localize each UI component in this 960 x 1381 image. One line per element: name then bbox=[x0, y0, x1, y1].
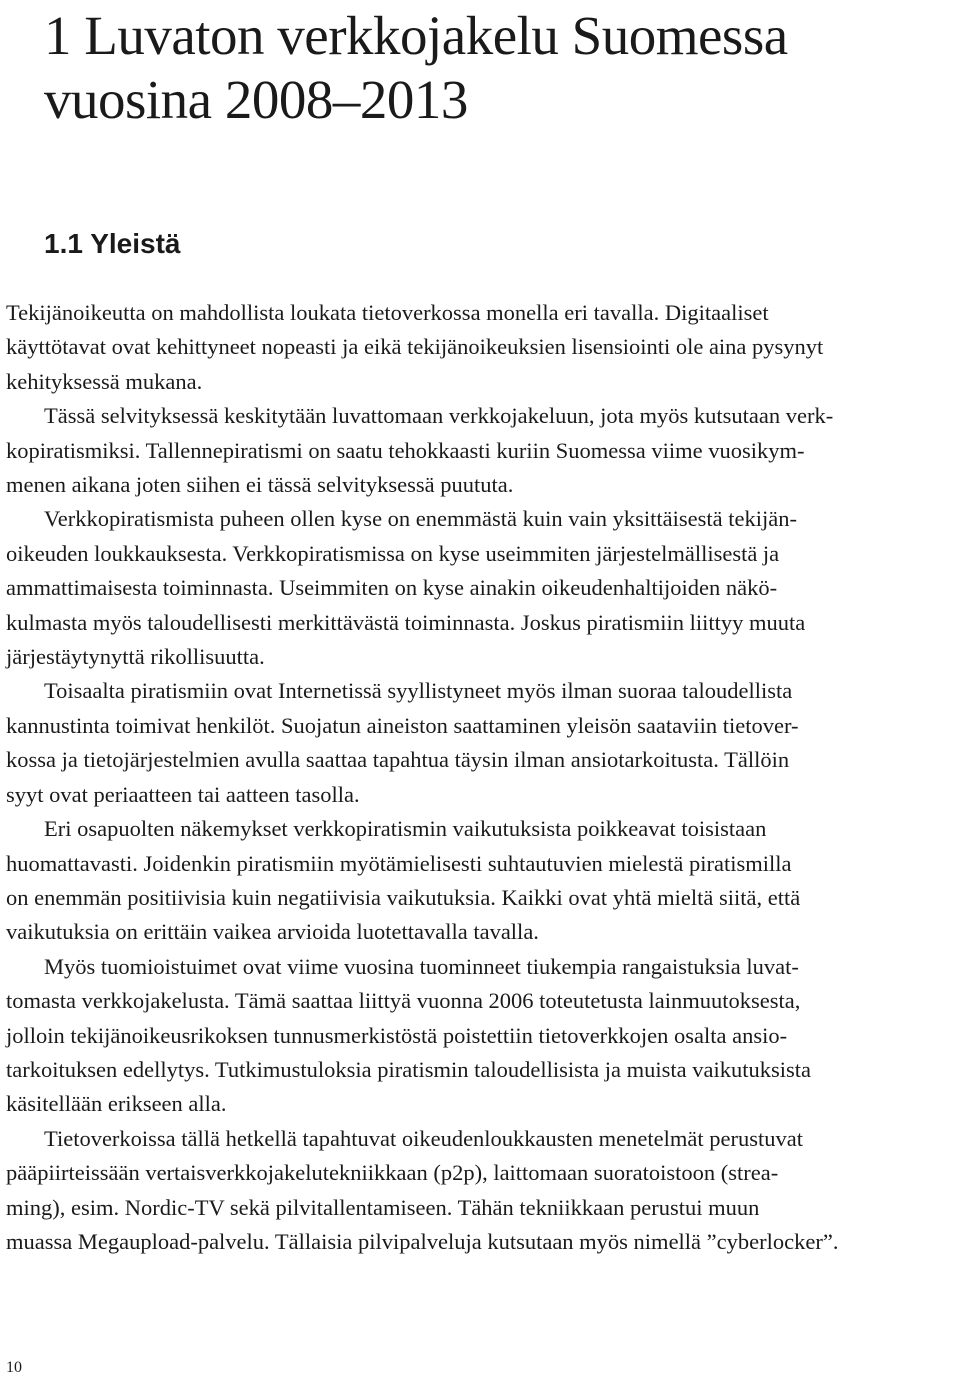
body-line: Verkkopiratismista puheen ollen kyse on enemmästä kuin vain yksittäisestä tekijän- bbox=[44, 506, 797, 532]
body-line: Tekijänoikeutta on mahdollista loukata tietoverkossa monella eri tavalla. Digitaaliset bbox=[6, 300, 769, 325]
body-line: kulmasta myös taloudellisesti merkittävästä toiminnasta. Joskus piratismiin liittyy muuta bbox=[6, 609, 806, 635]
body-line: ammattimaisesta toiminnasta. Useimmiten on kyse ainakin oikeudenhaltijoiden näkö- bbox=[6, 575, 778, 601]
body-text bbox=[6, 296, 956, 1259]
body-line: tarkoituksen edellytys. Tutkimustuloksia piratismin taloudellisista ja muista vaikutuksista bbox=[6, 1056, 811, 1082]
chapter-title-line: vuosina 2008–2013 bbox=[44, 69, 468, 130]
body-line: muassa Megaupload-palvelu. Tällaisia pilvipalveluja kutsutaan myös nimellä ”cyberlocker”. bbox=[6, 1228, 839, 1254]
body-line: huomattavasti. Joidenkin piratismiin myötämielisesti suhtautuvien mielestä piratismilla bbox=[6, 850, 792, 876]
chapter-title-line: 1 Luvaton verkkojakelu Suomessa bbox=[44, 5, 788, 66]
body-line: järjestäytynyttä rikollisuutta. bbox=[6, 644, 265, 670]
body-line: ming), esim. Nordic-TV sekä pilvitallentamiseen. Tähän tekniikkaan perustui muun bbox=[6, 1194, 760, 1220]
page-number: 10 bbox=[6, 1359, 22, 1376]
body-line: kehityksessä mukana. bbox=[6, 368, 203, 394]
body-line: kossa ja tietojärjestelmien avulla saattaa tapahtua täysin ilman ansiotarkoitusta. Tällöin bbox=[6, 747, 790, 773]
body-line: käsitellään erikseen alla. bbox=[6, 1091, 227, 1117]
body-line: syyt ovat periaatteen tai aatteen tasolla. bbox=[6, 781, 360, 807]
body-line: pääpiirteissään vertaisverkkojakelutekniikkaan (p2p), laittomaan suoratoistoon (strea- bbox=[6, 1160, 779, 1186]
body-line: menen aikana joten siihen ei tässä selvityksessä puututa. bbox=[6, 472, 514, 498]
body-line: Tietoverkoissa tällä hetkellä tapahtuvat oikeudenloukkausten menetelmät perustuvat bbox=[44, 1125, 803, 1151]
body-line: tomasta verkkojakelusta. Tämä saattaa liittyä vuonna 2006 toteutetusta lainmuutoksesta, bbox=[6, 988, 801, 1014]
body-line: Myös tuomioistuimet ovat viime vuosina tuominneet tiukempia rangaistuksia luvat- bbox=[44, 953, 799, 979]
body-line: on enemmän positiivisia kuin negatiivisia vaikutuksia. Kaikki ovat yhtä mieltä siitä, että bbox=[6, 884, 801, 910]
body-line: käyttötavat ovat kehittyneet nopeasti ja eikä tekijänoikeuksien lisensiointi ole aina pysynyt bbox=[6, 334, 824, 360]
body-line: Toisaalta piratismiin ovat Internetissä syyllistyneet myös ilman suoraa taloudellista bbox=[44, 678, 793, 704]
body-line: jolloin tekijänoikeusrikoksen tunnusmerkistöstä poistettiin tietoverkkojen osalta ansio- bbox=[6, 1022, 788, 1048]
body-line: oikeuden loukkauksesta. Verkkopiratismissa on kyse useimmiten järjestelmällisestä ja bbox=[6, 540, 780, 566]
body-line: kopiratismiksi. Tallennepiratismi on saatu tehokkaasti kuriin Suomessa viime vuosikym- bbox=[6, 437, 805, 463]
body-line: kannustinta toimivat henkilöt. Suojatun aineiston saattaminen yleisön saataviin tietover- bbox=[6, 712, 799, 738]
body-line: Eri osapuolten näkemykset verkkopiratismin vaikutuksista poikkeavat toisistaan bbox=[44, 816, 767, 842]
section-title: 1.1 Yleistä bbox=[44, 228, 181, 259]
body-line: Tässä selvityksessä keskitytään luvattomaan verkkojakeluun, jota myös kutsutaan verk- bbox=[44, 403, 834, 429]
chapter-title bbox=[44, 4, 944, 132]
body-line: vaikutuksia on erittäin vaikea arvioida luotettavalla tavalla. bbox=[6, 919, 539, 945]
